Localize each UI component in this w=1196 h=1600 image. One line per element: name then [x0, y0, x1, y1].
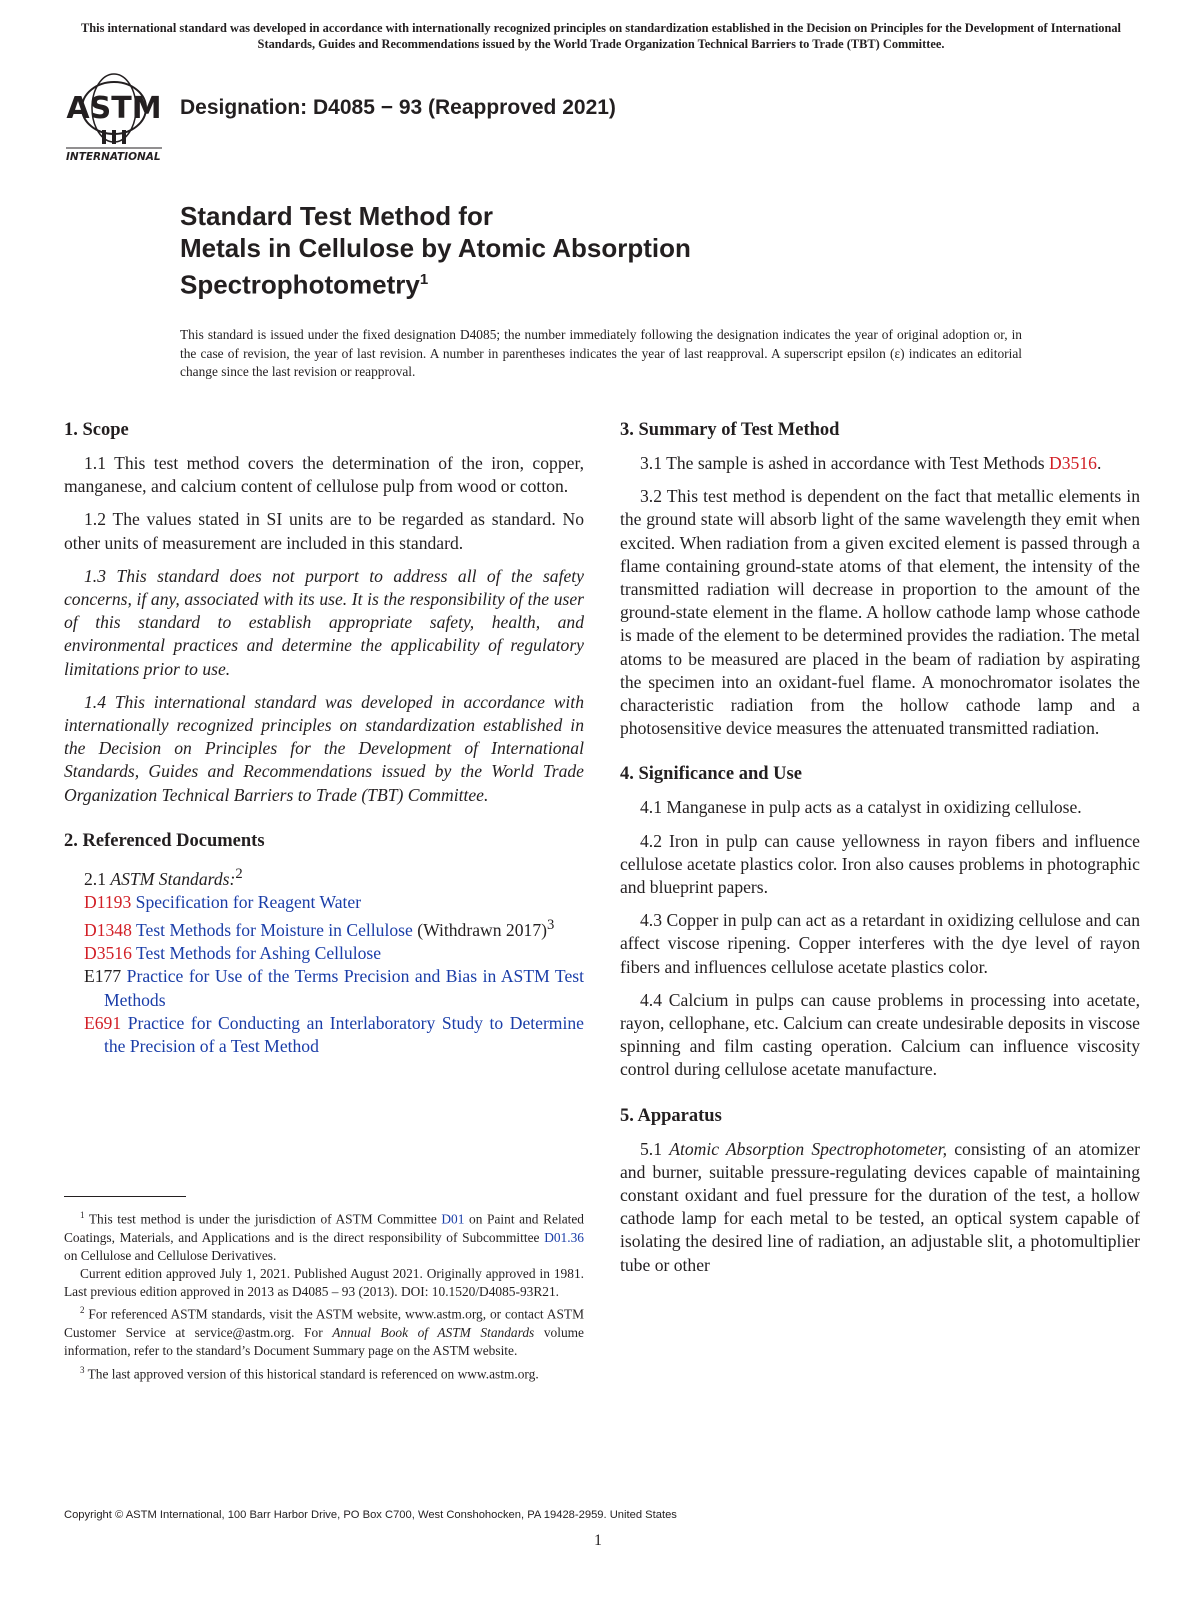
page-number: 1: [594, 1532, 602, 1549]
ref-title-link[interactable]: Specification for Reagent Water: [135, 891, 362, 912]
ref-code-link[interactable]: D3516: [84, 943, 132, 964]
footnotes: [64, 1206, 584, 1383]
reference-item: [64, 914, 584, 942]
scope-1-3: 1.3 This standard does not purport to address all of the safety concerns, if any, associated with its use. It is the responsibility of the user of this standard to establish appropriate safety, health, and environmental practices and determine the applicability of regulatory limitations prior to use.: [64, 565, 584, 679]
refdocs-2-1-number: 2.1: [84, 868, 111, 889]
right-column: [620, 418, 1140, 1299]
apparatus-heading: 5. Apparatus: [620, 1105, 722, 1126]
issuance-note: This standard is issued under the fixed designation D4085; the number immediately following the designation indicates the year of original adoption or, in the case of revision, the year of last revision. A number in parentheses indicates the year of last reapproval. A superscript epsilon (ε) indicates an editorial change since the last revision or reapproval.: [180, 327, 1022, 379]
reference-item: [64, 1012, 584, 1058]
title-line-2: Metals in Cellulose by Atomic Absorption: [180, 233, 691, 263]
ref-suffix: (Withdrawn 2017): [412, 919, 547, 940]
section-scope: [64, 418, 584, 807]
ref-title-link[interactable]: Practice for Use of the Terms Precision and Bias in ASTM Test Methods: [104, 966, 584, 1010]
significance-4-3: 4.3 Copper in pulp can act as a retardant in oxidizing cellulose and can affect viscose ripening. Copper interferes with the dye level of rayon fibers and influences cellulose acetate plastics color.: [620, 910, 1140, 977]
refdocs-heading: 2. Referenced Documents: [64, 830, 265, 851]
document-title: [180, 200, 691, 301]
section-apparatus: [620, 1104, 1140, 1277]
section-summary: [620, 418, 1140, 740]
summary-3-1: 3.1 The sample is ashed in accordance with Test Methods D3516.: [640, 453, 1102, 473]
ref-code-link[interactable]: D1348: [84, 919, 132, 940]
logo-subtext: INTERNATIONAL: [66, 151, 161, 163]
summary-heading: 3. Summary of Test Method: [620, 420, 840, 440]
ref-title-link[interactable]: Practice for Conducting an Interlaboratory Study to Determine the Precision of a Test Method: [104, 1012, 584, 1056]
subcommittee-link[interactable]: D01.36: [544, 1229, 584, 1245]
title-footnote-ref[interactable]: 1: [419, 271, 429, 288]
title-line-3: Spectrophotometry: [180, 269, 420, 300]
significance-4-2: 4.2 Iron in pulp can cause yellowness in rayon fibers and influence cellulose acetate plastics color. Iron also causes problems in photographic and blueprint papers.: [620, 830, 1140, 898]
significance-4-1: 4.1 Manganese in pulp acts as a catalyst in oxidizing cellulose.: [640, 797, 1082, 818]
left-column: [64, 418, 584, 1080]
reference-item: [64, 891, 584, 914]
significance-heading: 4. Significance and Use: [620, 764, 802, 785]
section-referenced-documents: [64, 829, 584, 1058]
summary-3-2: 3.2 This test method is dependent on the fact that metallic elements in the ground state will absorb light of the same wavelength they emit when excited. When radiation from a given excited element is passed through a flame containing ground-state atoms of that element, the intensity of the transmitted radiation will decrease in proportion to the amount of the ground-state element in the flame. A hollow cathode lamp whose cathode is made of the element to be determined provides the radiation. The metal atoms to be measured are placed in the beam of radiation by aspirating the specimen into an oxidant-fuel flame. A monochromator isolates the characteristic radiation from the hollow cathode lamp and a photosensitive device measures the attenuated transmitted radiation.: [620, 486, 1140, 739]
apparatus-5-1: 5.1 Atomic Absorption Spectrophotometer, consisting of an atomizer and burner, suitable pressure-regulating devices capable of maintaining constant oxidant and fuel pressure for the duration of the test, a hollow cathode lamp for each metal to be tested, an optical system capable of isolating the desired line of radiation, an adjustable slit, a photomultiplier tube or other: [620, 1138, 1141, 1275]
astm-logo: [64, 68, 174, 168]
significance-4-4: 4.4 Calcium in pulps can cause problems in processing into acetate, rayon, cellophane, etc. Calcium can create undesirable deposits in viscose spinning and film casting operation. Calcium can influence viscosity control during cellulose acetate manufacture.: [620, 989, 1140, 1080]
ref-footnote-ref[interactable]: 3: [546, 917, 555, 934]
scope-heading: 1. Scope: [64, 420, 129, 440]
refdocs-astm-standards: ASTM Standards:: [110, 868, 236, 889]
refdocs-footnote-ref[interactable]: 2: [235, 865, 243, 882]
scope-1-4: 1.4 This international standard was developed in accordance with internationally recognized principles on standardization established in the Decision on Principles for the Development of International Standards, Guides and Recommendations issued by the World Trade Organization Technical Barriers to Trade (TBT) Committee.: [64, 691, 584, 805]
committee-link[interactable]: D01: [441, 1211, 465, 1227]
wto-notice: This international standard was developed in accordance with internationally recognized principles on standardization established in the Decision on Principles for the Development of International Standards, Guides and Recommendations issued by the World Trade Organization Technical Barriers to Trade (TBT) Committee.: [80, 21, 1122, 51]
section-significance: [620, 762, 1140, 1081]
title-line-1: Standard Test Method for: [180, 201, 493, 231]
ref-code-link[interactable]: D1193: [84, 891, 132, 912]
ref-title-link[interactable]: Test Methods for Ashing Cellulose: [136, 943, 382, 964]
footnote-rule: [64, 1196, 186, 1197]
copyright-line: Copyright © ASTM International, 100 Barr Harbor Drive, PO Box C700, West Conshohocken, PA 19428-2959. United States: [64, 1509, 677, 1521]
ref-code-link[interactable]: E691: [84, 1012, 122, 1033]
footnote-2: $^2$ For referenced ASTM standards, visit the ASTM website, www.astm.org, or contact ASTM Customer Service at service@astm.org. For Annual Book of ASTM Standards volume information, refer to the standard’s Document Summary page on the ASTM website.: [64, 1305, 584, 1359]
footnote-1: $^1$ This test method is under the jurisdiction of ASTM Committee D01 on Paint and Related Coatings, Materials, and Applications and is the direct responsibility of Subcommittee D01.36 on Cellulose and Cellulose Derivatives.: [64, 1210, 584, 1263]
scope-1-1: 1.1 This test method covers the determination of the iron, copper, manganese, and calcium content of cellulose pulp from wood or cotton.: [64, 453, 584, 497]
scope-1-2: 1.2 The values stated in SI units are to be regarded as standard. No other units of measurement are included in this standard.: [64, 509, 584, 553]
ref-code: E177: [84, 966, 122, 987]
footnote-edition: Current edition approved July 1, 2021. Published August 2021. Originally approved in 1981. Last previous edition approved in 2013 as D4085 – 93 (2013). DOI: 10.1520/D4085-93R21.: [64, 1266, 584, 1300]
logo-letters: ASTM: [66, 91, 162, 126]
reference-item: [64, 942, 584, 965]
footnote-3: $^3$ The last approved version of this historical standard is referenced on www.astm.org.: [80, 1364, 539, 1382]
reference-list: [64, 891, 584, 1058]
designation: Designation: D4085 − 93 (Reapproved 2021): [180, 96, 616, 119]
reference-item: [64, 965, 584, 1011]
summary-d3516-link[interactable]: D3516: [1049, 453, 1097, 473]
ref-title-link[interactable]: Test Methods for Moisture in Cellulose: [136, 919, 413, 940]
